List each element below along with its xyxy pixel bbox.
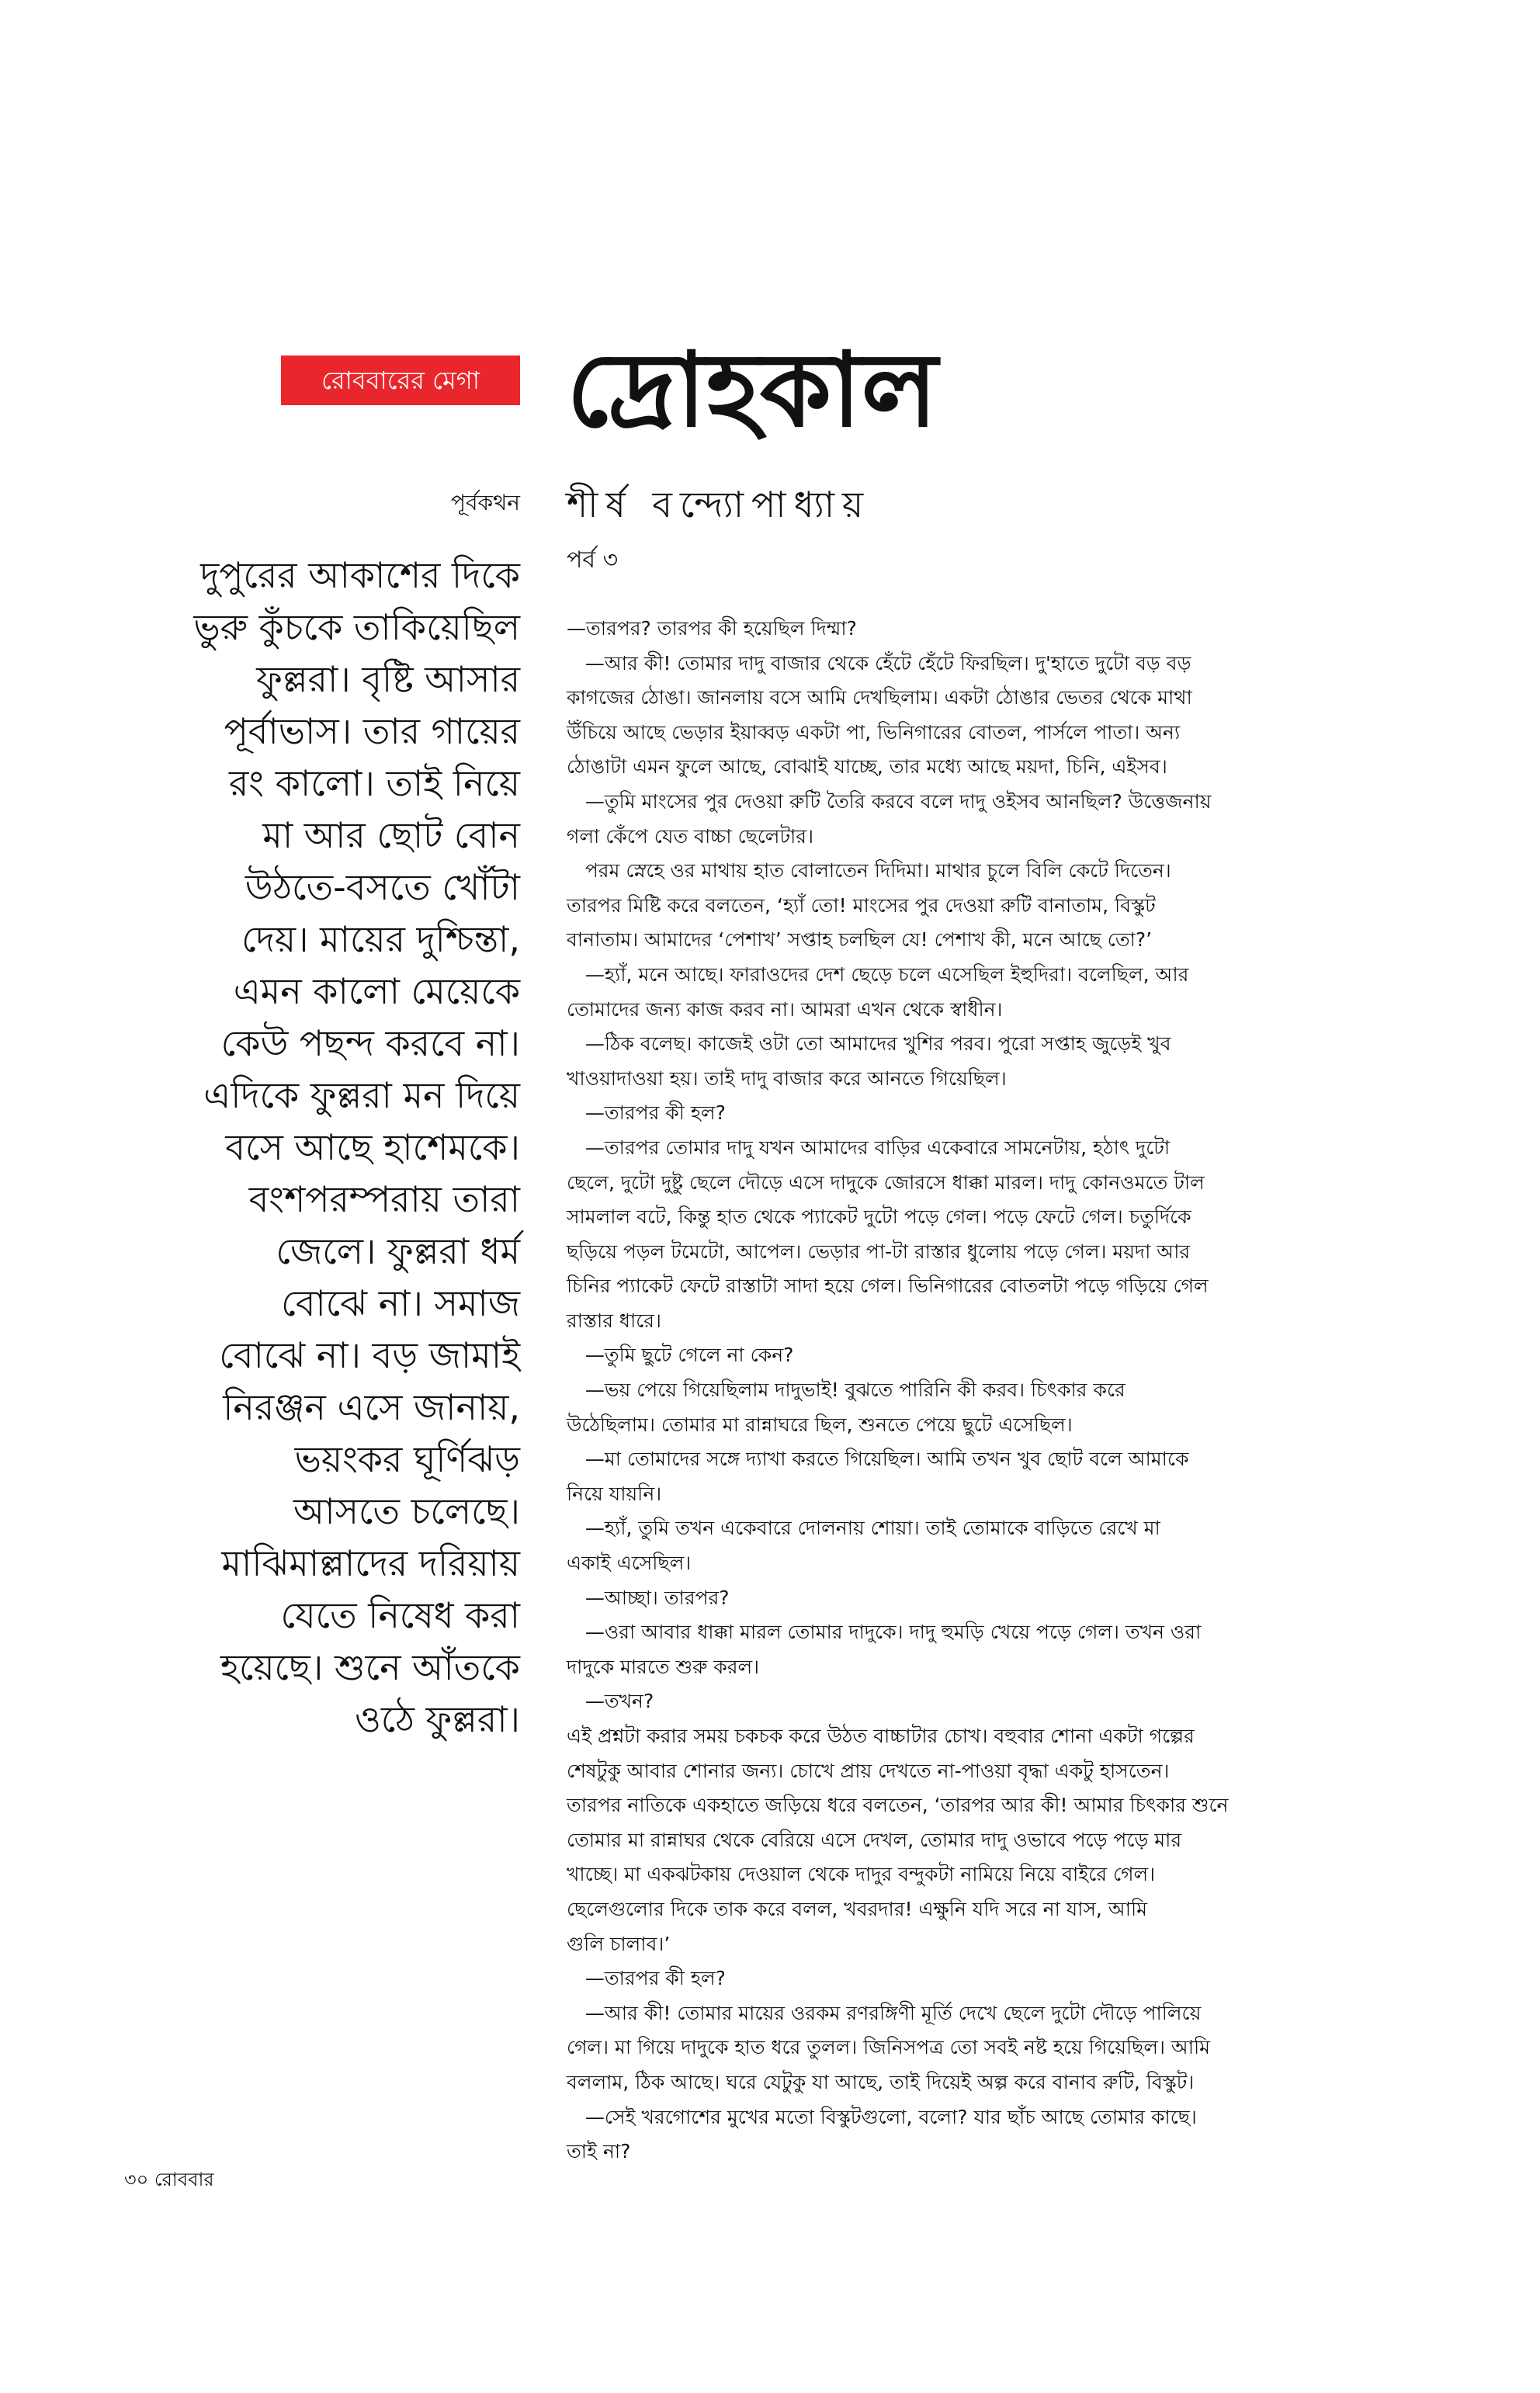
story-line: —সেই খরগোশের মুখের মতো বিস্কুটগুলো, বলো? যার ছাঁচ আছে তোমার কাছে। <box>567 2105 1197 2128</box>
story-line: শেষটুকু আবার শোনার জন্য। চোখে প্রায় দেখতে না-পাওয়া বৃদ্ধা একটু হাসতেন। <box>567 1759 1170 1782</box>
story-line: —তারপর? তারপর কী হয়েছিল দিম্মা? <box>567 617 857 640</box>
story-line: —আচ্ছা। তারপর? <box>567 1586 730 1609</box>
story-line: তাই না? <box>567 2140 631 2163</box>
recap-line: ফুল্লরা। বৃষ্টি আসার <box>256 658 520 700</box>
story-line: —তারপর কী হল? <box>567 1967 726 1990</box>
recap-line: হয়েছে। শুনে আঁতকে <box>220 1646 520 1688</box>
story-line: এই প্রশ্নটা করার সময় চকচক করে উঠত বাচ্চাটার চোখ। বহুবার শোনা একটা গল্পের <box>567 1725 1195 1747</box>
recap-line: বংশপরম্পরায় তারা <box>248 1178 520 1220</box>
recap-line: আসতে চলেছে। <box>293 1490 520 1532</box>
section-tag: রোববারের মেগা <box>281 355 520 405</box>
recap-line: দেয়। মায়ের দুশ্চিন্তা, <box>241 918 520 960</box>
story-line: —ভয় পেয়ে গিয়েছিলাম দাদুভাই! বুঝতে পারিনি কী করব। চিৎকার করে <box>567 1379 1126 1402</box>
recap-line: ভুরু কুঁচকে তাকিয়েছিল <box>193 606 520 648</box>
author-name: শীর্ষ বন্দ্যোপাধ্যায় <box>567 484 872 525</box>
story-line: খাওয়াদাওয়া হয়। তাই দাদু বাজার করে আনতে গিয়েছিল। <box>567 1066 1007 1090</box>
recap-line: কেউ পছন্দ করবে না। <box>220 1022 520 1064</box>
recap-text <box>116 550 520 1746</box>
story-line: —তুমি মাংসের পুর দেওয়া রুটি তৈরি করবে বলে দাদু ওইসব আনছিল? উত্তেজনায় <box>567 789 1212 813</box>
recap-label: পূর্বকথন <box>450 490 520 515</box>
story-line: বানাতাম। আমাদের ‘পেশাখ’ সপ্তাহ চলছিল যে! পেশাখ কী, মনে আছে তো?’ <box>567 928 1153 952</box>
recap-line: উঠতে-বসতে খোঁটা <box>245 866 520 908</box>
story-line: ছেলে, দুটো দুষ্টু ছেলে দৌড়ে এসে দাদুকে জোরসে ধাক্কা মারল। দাদু কোনওমতে টাল <box>567 1170 1205 1194</box>
story-line: —হ্যাঁ, মনে আছে। ফারাওদের দেশ ছেড়ে চলে এসেছিল ইহুদিরা। বলেছিল, আর <box>567 962 1189 986</box>
story-line: ছেলেগুলোর দিকে তাক করে বলল, খবরদার! এক্ষুনি যদি সরে না যাস, আমি <box>567 1897 1148 1920</box>
episode-number: পর্ব ৩ <box>567 546 619 574</box>
story-title: দ্রোহকাল <box>567 330 938 450</box>
story-line: —মা তোমাদের সঙ্গে দ্যাখা করতে গিয়েছিল। আমি তখন খুব ছোট বলে আমাকে <box>567 1448 1189 1471</box>
recap-line: রং কালো। তাই নিয়ে <box>228 762 520 804</box>
recap-line: বসে আছে হাশেমকে। <box>225 1126 520 1168</box>
story-line: তারপর মিষ্টি করে বলতেন, ‘হ্যাঁ তো! মাংসের পুর দেওয়া রুটি বানাতাম, বিস্কুট <box>567 893 1156 917</box>
story-line: উঠেছিলাম। তোমার মা রান্নাঘরে ছিল, শুনতে পেয়ে ছুটে এসেছিল। <box>567 1413 1073 1436</box>
story-line: —হ্যাঁ, তুমি তখন একেবারে দোলনায় শোয়া। তাই তোমাকে বাড়িতে রেখে মা <box>567 1517 1160 1540</box>
story-line: তোমাদের জন্য কাজ করব না। আমরা এখন থেকে স্বাধীন। <box>567 997 1003 1021</box>
recap-line: ভয়ংকর ঘূর্ণিঝড় <box>294 1438 520 1480</box>
recap-line: বোঝে না। বড় জামাই <box>219 1334 520 1376</box>
story-line: নিয়ে যায়নি। <box>567 1482 662 1505</box>
story-line: সামলাল বটে, কিন্তু হাত থেকে প্যাকেট দুটো পড়ে গেল। পড়ে ফেটে গেল। চতুর্দিকে <box>567 1205 1191 1229</box>
recap-line: পূর্বাভাস। তার গায়ের <box>224 710 520 752</box>
recap-line: ওঠে ফুল্লরা। <box>355 1698 520 1740</box>
story-line: উঁচিয়ে আছে ভেড়ার ইয়াব্বড় একটা পা, ভিনিগারের বোতল, পার্সলে পাতা। অন্য <box>567 720 1181 744</box>
story-line: পরম স্নেহে ওর মাথায় হাত বোলাতেন দিদিমা। মাথার চুলে বিলি কেটে দিতেন। <box>567 859 1171 883</box>
recap-line: নিরঞ্জন এসে জানায়, <box>223 1386 520 1428</box>
story-line: কাগজের ঠোঙা। জানলায় বসে আমি দেখছিলাম। একটা ঠোঙার ভেতর থেকে মাথা <box>567 686 1192 709</box>
story-line: —তখন? <box>567 1690 654 1713</box>
story-line: গুলি চালাব।’ <box>567 1932 671 1955</box>
recap-line: বোঝে না। সমাজ <box>281 1282 520 1324</box>
story-line: ছড়িয়ে পড়ল টমেটো, আপেল। ভেড়ার পা-টা রাস্তার ধুলোয় পড়ে গেল। ময়দা আর <box>567 1240 1191 1263</box>
recap-line: জেলে। ফুল্লরা ধর্ম <box>276 1230 520 1272</box>
story-line: —ওরা আবার ধাক্কা মারল তোমার দাদুকে। দাদু হুমড়ি খেয়ে পড়ে গেল। তখন ওরা <box>567 1621 1202 1644</box>
story-line: খাচ্ছে। মা একঝটকায় দেওয়াল থেকে দাদুর বন্দুকটা নামিয়ে নিয়ে বাইরে গেল। <box>567 1863 1156 1886</box>
story-line: গেল। মা গিয়ে দাদুকে হাত ধরে তুলল। জিনিসপত্র তো সবই নষ্ট হয়ে গিয়েছিল। আমি <box>567 2036 1211 2059</box>
recap-line: এদিকে ফুল্লরা মন দিয়ে <box>203 1074 520 1116</box>
story-line: —তারপর তোমার দাদু যখন আমাদের বাড়ির একেবারে সামনেটায়, হঠাৎ দুটো <box>567 1136 1171 1159</box>
story-line: বললাম, ঠিক আছে। ঘরে যেটুকু যা আছে, তাই দিয়েই অল্প করে বানাব রুটি, বিস্কুট। <box>567 2070 1195 2093</box>
story-line: চিনির প্যাকেট ফেটে রাস্তাটা সাদা হয়ে গেল। ভিনিগারের বোতলটা পড়ে গড়িয়ে গেল <box>567 1275 1209 1298</box>
recap-line: দুপুরের আকাশের দিকে <box>200 554 520 596</box>
recap-line: মা আর ছোট বোন <box>262 814 520 856</box>
story-body <box>567 612 1397 2169</box>
recap-line: এমন কালো মেয়েকে <box>233 970 520 1012</box>
recap-line: মাঝিমাল্লাদের দরিয়ায় <box>221 1542 520 1584</box>
story-line: —তুমি ছুটে গেলে না কেন? <box>567 1344 794 1367</box>
story-line: দাদুকে মারতে শুরু করল। <box>567 1655 760 1678</box>
page-folio: ৩০ রোববার <box>124 2169 214 2190</box>
story-line: গলা কেঁপে যেত বাচ্চা ছেলেটার। <box>567 824 814 848</box>
story-line: রাস্তার ধারে। <box>567 1309 661 1332</box>
story-line: একাই এসেছিল। <box>567 1552 692 1575</box>
recap-line: যেতে নিষেধ করা <box>280 1594 520 1636</box>
story-line: —তারপর কী হল? <box>567 1101 726 1125</box>
story-line: —আর কী! তোমার দাদু বাজার থেকে হেঁটে হেঁটে ফিরছিল। দু'হাতে দুটো বড় বড় <box>567 651 1191 675</box>
story-line: ঠোঙাটা এমন ফুলে আছে, বোঝাই যাচ্ছে, তার মধ্যে আছে ময়দা, চিনি, এইসব। <box>567 755 1167 779</box>
story-line: তোমার মা রান্নাঘর থেকে বেরিয়ে এসে দেখল, তোমার দাদু ওভাবে পড়ে পড়ে মার <box>567 1828 1182 1851</box>
story-line: তারপর নাতিকে একহাতে জড়িয়ে ধরে বলতেন, ‘তারপর আর কী! আমার চিৎকার শুনে <box>567 1794 1229 1817</box>
story-line: —ঠিক বলেছ। কাজেই ওটা তো আমাদের খুশির পরব। পুরো সপ্তাহ জুড়েই খুব <box>567 1032 1171 1056</box>
story-line: —আর কী! তোমার মায়ের ওরকম রণরঙ্গিণী মূর্তি দেখে ছেলে দুটো দৌড়ে পালিয়ে <box>567 2001 1202 2024</box>
